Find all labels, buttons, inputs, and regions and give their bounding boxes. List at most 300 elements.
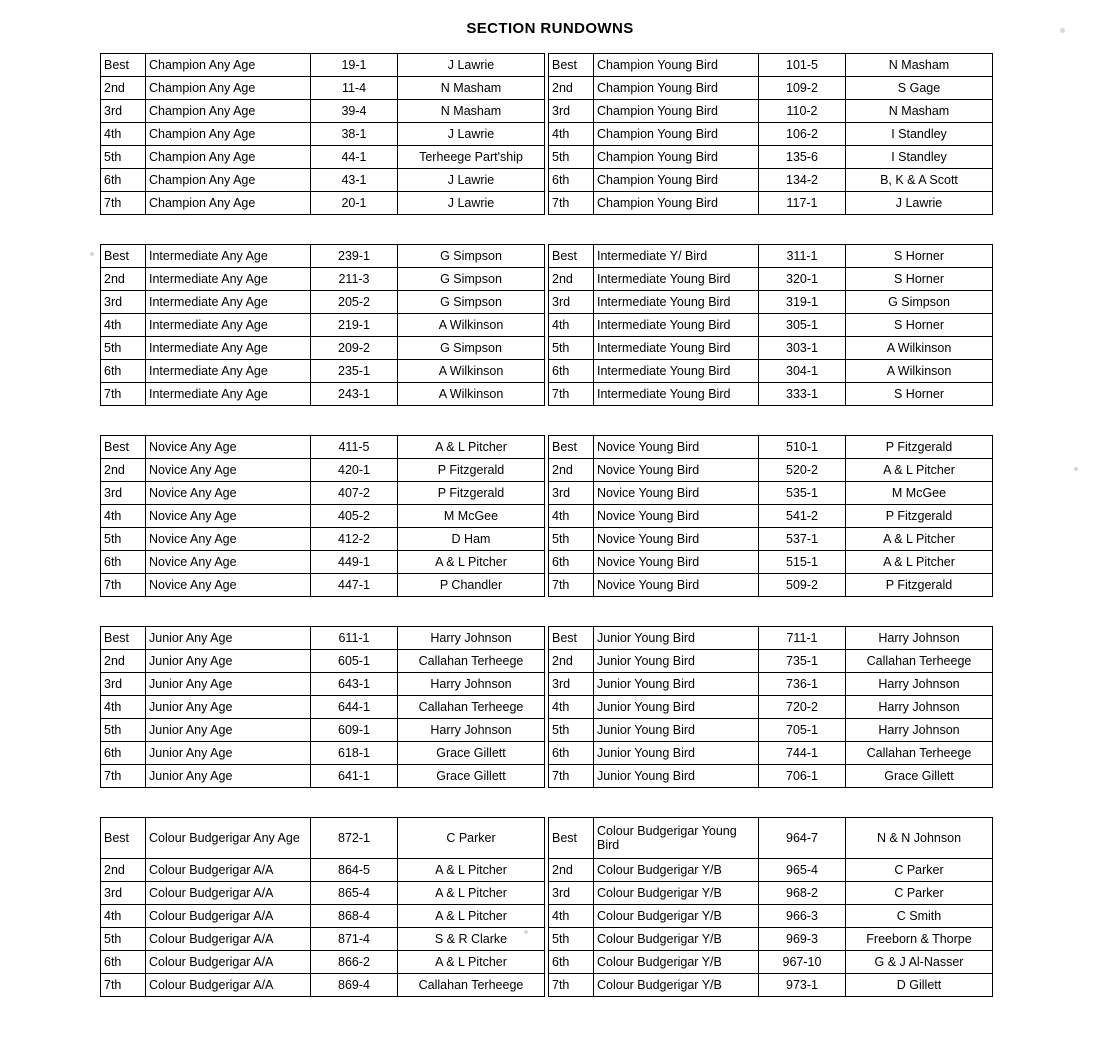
cell-class: Colour Budgerigar Y/B: [594, 951, 759, 974]
cell-class: Champion Any Age: [146, 146, 311, 169]
cell-class: Champion Any Age: [146, 169, 311, 192]
cell-ring-number: 964-7: [759, 818, 846, 859]
table-row: [101, 268, 545, 291]
cell-place: 7th: [101, 765, 146, 788]
scan-speck: [524, 930, 528, 934]
cell-ring-number: 520-2: [759, 459, 846, 482]
cell-owner: M McGee: [846, 482, 993, 505]
cell-place: 4th: [101, 696, 146, 719]
cell-class: Colour Budgerigar Young Bird: [594, 818, 759, 859]
cell-place: 2nd: [549, 459, 594, 482]
cell-place: 7th: [549, 574, 594, 597]
table-row: [549, 928, 993, 951]
cell-class: Champion Young Bird: [594, 54, 759, 77]
table-row: [101, 859, 545, 882]
cell-class: Novice Young Bird: [594, 436, 759, 459]
cell-place: 2nd: [549, 77, 594, 100]
table-row: [101, 192, 545, 215]
cell-place: 5th: [101, 528, 146, 551]
cell-place: 4th: [101, 123, 146, 146]
cell-ring-number: 711-1: [759, 627, 846, 650]
table-row: [549, 482, 993, 505]
cell-class: Colour Budgerigar A/A: [146, 859, 311, 882]
table-row: [101, 291, 545, 314]
cell-place: 2nd: [101, 268, 146, 291]
cell-owner: G & J Al-Nasser: [846, 951, 993, 974]
table-row: [101, 337, 545, 360]
table-row: [549, 505, 993, 528]
table-row: [549, 123, 993, 146]
scan-speck: [90, 252, 94, 256]
cell-class: Colour Budgerigar Y/B: [594, 928, 759, 951]
page-title: SECTION RUNDOWNS: [466, 20, 634, 37]
cell-class: Novice Any Age: [146, 436, 311, 459]
cell-owner: J Lawrie: [846, 192, 993, 215]
cell-class: Champion Young Bird: [594, 77, 759, 100]
cell-place: 3rd: [101, 291, 146, 314]
rundown-grid: [0, 53, 1100, 997]
cell-ring-number: 535-1: [759, 482, 846, 505]
cell-ring-number: 871-4: [311, 928, 398, 951]
table-row: [101, 650, 545, 673]
cell-class: Novice Any Age: [146, 528, 311, 551]
cell-place: 6th: [101, 742, 146, 765]
table-row: [549, 551, 993, 574]
cell-owner: Harry Johnson: [846, 719, 993, 742]
cell-class: Junior Young Bird: [594, 696, 759, 719]
cell-ring-number: 101-5: [759, 54, 846, 77]
rundown-table: [548, 626, 993, 788]
cell-place: 3rd: [101, 882, 146, 905]
cell-owner: A & L Pitcher: [398, 551, 545, 574]
table-row: [549, 291, 993, 314]
cell-owner: S & R Clarke: [398, 928, 545, 951]
cell-owner: I Standley: [846, 123, 993, 146]
cell-ring-number: 20-1: [311, 192, 398, 215]
scan-speck: [1074, 467, 1078, 471]
table-row: [549, 337, 993, 360]
cell-ring-number: 510-1: [759, 436, 846, 459]
cell-class: Junior Any Age: [146, 673, 311, 696]
cell-owner: P Fitzgerald: [398, 459, 545, 482]
cell-ring-number: 205-2: [311, 291, 398, 314]
cell-owner: G Simpson: [846, 291, 993, 314]
cell-owner: Terheege Part'ship: [398, 146, 545, 169]
rundown-table: [100, 53, 545, 215]
cell-place: Best: [101, 436, 146, 459]
cell-place: 7th: [549, 974, 594, 997]
cell-place: 3rd: [549, 882, 594, 905]
cell-ring-number: 235-1: [311, 360, 398, 383]
cell-place: 4th: [549, 314, 594, 337]
cell-owner: Callahan Terheege: [846, 650, 993, 673]
cell-place: 7th: [549, 383, 594, 406]
table-row: [101, 742, 545, 765]
cell-place: Best: [549, 627, 594, 650]
cell-place: 5th: [101, 146, 146, 169]
cell-class: Colour Budgerigar Y/B: [594, 974, 759, 997]
cell-place: 5th: [101, 928, 146, 951]
cell-place: 7th: [101, 974, 146, 997]
cell-ring-number: 869-4: [311, 974, 398, 997]
cell-owner: B, K & A Scott: [846, 169, 993, 192]
cell-place: 5th: [101, 719, 146, 742]
cell-owner: Harry Johnson: [846, 696, 993, 719]
cell-ring-number: 643-1: [311, 673, 398, 696]
cell-ring-number: 319-1: [759, 291, 846, 314]
cell-class: Intermediate Young Bird: [594, 360, 759, 383]
cell-class: Novice Any Age: [146, 482, 311, 505]
cell-class: Colour Budgerigar A/A: [146, 928, 311, 951]
cell-owner: A & L Pitcher: [398, 436, 545, 459]
cell-class: Novice Young Bird: [594, 551, 759, 574]
cell-place: 4th: [549, 905, 594, 928]
cell-owner: A & L Pitcher: [846, 551, 993, 574]
cell-class: Colour Budgerigar A/A: [146, 974, 311, 997]
section-pair: [0, 817, 1100, 997]
rundown-table: [548, 817, 993, 997]
cell-place: 5th: [549, 528, 594, 551]
table-row: [101, 169, 545, 192]
cell-owner: S Horner: [846, 314, 993, 337]
cell-place: Best: [101, 818, 146, 859]
cell-class: Champion Any Age: [146, 77, 311, 100]
cell-ring-number: 609-1: [311, 719, 398, 742]
table-row: [549, 882, 993, 905]
cell-ring-number: 868-4: [311, 905, 398, 928]
table-row: [101, 673, 545, 696]
cell-ring-number: 109-2: [759, 77, 846, 100]
cell-owner: A Wilkinson: [398, 383, 545, 406]
cell-class: Junior Young Bird: [594, 765, 759, 788]
cell-ring-number: 117-1: [759, 192, 846, 215]
table-row: [101, 574, 545, 597]
cell-class: Intermediate Any Age: [146, 337, 311, 360]
cell-place: 3rd: [549, 482, 594, 505]
cell-owner: D Gillett: [846, 974, 993, 997]
cell-place: 5th: [101, 337, 146, 360]
cell-place: 6th: [549, 742, 594, 765]
table-row: [101, 528, 545, 551]
table-row: [549, 627, 993, 650]
table-row: [101, 765, 545, 788]
cell-class: Novice Any Age: [146, 551, 311, 574]
cell-owner: J Lawrie: [398, 192, 545, 215]
table-row: [549, 245, 993, 268]
cell-ring-number: 19-1: [311, 54, 398, 77]
cell-place: Best: [549, 436, 594, 459]
cell-class: Junior Young Bird: [594, 673, 759, 696]
table-row: [549, 360, 993, 383]
cell-class: Intermediate Y/ Bird: [594, 245, 759, 268]
cell-ring-number: 644-1: [311, 696, 398, 719]
table-row: [101, 77, 545, 100]
table-row: [549, 528, 993, 551]
cell-class: Champion Any Age: [146, 54, 311, 77]
rundown-table: [100, 626, 545, 788]
cell-ring-number: 412-2: [311, 528, 398, 551]
cell-ring-number: 968-2: [759, 882, 846, 905]
cell-owner: J Lawrie: [398, 123, 545, 146]
table-row: [549, 268, 993, 291]
cell-place: 5th: [549, 719, 594, 742]
cell-owner: Harry Johnson: [398, 627, 545, 650]
cell-ring-number: 967-10: [759, 951, 846, 974]
cell-place: Best: [101, 245, 146, 268]
cell-owner: A & L Pitcher: [846, 528, 993, 551]
cell-place: 7th: [101, 383, 146, 406]
cell-owner: Harry Johnson: [398, 673, 545, 696]
cell-owner: G Simpson: [398, 337, 545, 360]
cell-ring-number: 641-1: [311, 765, 398, 788]
cell-place: 2nd: [101, 859, 146, 882]
table-row: [549, 436, 993, 459]
cell-class: Junior Young Bird: [594, 742, 759, 765]
rundown-table-left: [100, 435, 518, 597]
cell-place: 2nd: [549, 859, 594, 882]
cell-class: Junior Any Age: [146, 719, 311, 742]
cell-ring-number: 720-2: [759, 696, 846, 719]
section-pair: [0, 626, 1100, 788]
cell-place: 6th: [101, 551, 146, 574]
cell-place: 3rd: [101, 673, 146, 696]
cell-class: Intermediate Any Age: [146, 314, 311, 337]
cell-place: 2nd: [101, 459, 146, 482]
cell-class: Junior Any Age: [146, 742, 311, 765]
cell-class: Colour Budgerigar A/A: [146, 905, 311, 928]
rundown-table: [100, 817, 545, 997]
cell-place: 4th: [101, 905, 146, 928]
rundown-table: [548, 53, 993, 215]
cell-ring-number: 736-1: [759, 673, 846, 696]
table-row: [101, 974, 545, 997]
cell-owner: N Masham: [846, 100, 993, 123]
cell-owner: N Masham: [398, 100, 545, 123]
table-row: [549, 383, 993, 406]
cell-place: Best: [549, 54, 594, 77]
table-row: [101, 627, 545, 650]
cell-owner: D Ham: [398, 528, 545, 551]
cell-class: Novice Young Bird: [594, 574, 759, 597]
table-row: [549, 696, 993, 719]
table-row: [549, 719, 993, 742]
table-row: [101, 818, 545, 859]
cell-ring-number: 605-1: [311, 650, 398, 673]
cell-class: Champion Young Bird: [594, 100, 759, 123]
table-row: [549, 765, 993, 788]
cell-owner: Callahan Terheege: [398, 696, 545, 719]
cell-place: 6th: [549, 551, 594, 574]
table-row: [101, 123, 545, 146]
cell-owner: Harry Johnson: [846, 673, 993, 696]
table-row: [101, 436, 545, 459]
cell-owner: P Fitzgerald: [398, 482, 545, 505]
cell-class: Champion Any Age: [146, 192, 311, 215]
cell-owner: G Simpson: [398, 268, 545, 291]
cell-ring-number: 44-1: [311, 146, 398, 169]
cell-ring-number: 304-1: [759, 360, 846, 383]
cell-place: 5th: [549, 928, 594, 951]
cell-class: Colour Budgerigar Y/B: [594, 882, 759, 905]
cell-ring-number: 705-1: [759, 719, 846, 742]
cell-class: Intermediate Young Bird: [594, 337, 759, 360]
cell-place: 4th: [549, 696, 594, 719]
table-row: [101, 314, 545, 337]
cell-class: Novice Young Bird: [594, 459, 759, 482]
cell-class: Colour Budgerigar Any Age: [146, 818, 311, 859]
table-row: [549, 574, 993, 597]
cell-ring-number: 969-3: [759, 928, 846, 951]
cell-ring-number: 865-4: [311, 882, 398, 905]
cell-class: Intermediate Young Bird: [594, 383, 759, 406]
table-row: [549, 192, 993, 215]
cell-class: Junior Any Age: [146, 696, 311, 719]
cell-owner: A & L Pitcher: [398, 882, 545, 905]
table-row: [549, 951, 993, 974]
rundown-table-left: [100, 244, 518, 406]
cell-ring-number: 864-5: [311, 859, 398, 882]
cell-place: 6th: [101, 169, 146, 192]
cell-class: Intermediate Any Age: [146, 291, 311, 314]
cell-owner: S Horner: [846, 268, 993, 291]
cell-owner: G Simpson: [398, 291, 545, 314]
cell-class: Intermediate Any Age: [146, 360, 311, 383]
cell-class: Champion Young Bird: [594, 192, 759, 215]
cell-ring-number: 106-2: [759, 123, 846, 146]
table-row: [549, 77, 993, 100]
table-row: [101, 459, 545, 482]
cell-class: Intermediate Young Bird: [594, 314, 759, 337]
table-row: [549, 859, 993, 882]
cell-place: Best: [101, 627, 146, 650]
cell-ring-number: 420-1: [311, 459, 398, 482]
table-row: [549, 650, 993, 673]
cell-class: Champion Young Bird: [594, 169, 759, 192]
cell-ring-number: 515-1: [759, 551, 846, 574]
rundown-table: [100, 244, 545, 406]
cell-owner: C Parker: [846, 859, 993, 882]
cell-class: Intermediate Any Age: [146, 383, 311, 406]
rundown-table-right: [548, 435, 966, 597]
cell-ring-number: 965-4: [759, 859, 846, 882]
cell-place: 3rd: [549, 673, 594, 696]
cell-place: 2nd: [101, 77, 146, 100]
cell-ring-number: 239-1: [311, 245, 398, 268]
cell-class: Champion Young Bird: [594, 123, 759, 146]
rundown-table: [548, 244, 993, 406]
table-row: [101, 882, 545, 905]
table-row: [549, 905, 993, 928]
cell-owner: N Masham: [846, 54, 993, 77]
cell-ring-number: 134-2: [759, 169, 846, 192]
scan-speck: [1060, 28, 1065, 33]
cell-owner: J Lawrie: [398, 54, 545, 77]
table-row: [101, 928, 545, 951]
cell-place: 3rd: [101, 482, 146, 505]
rundown-table: [548, 435, 993, 597]
cell-owner: A Wilkinson: [846, 360, 993, 383]
cell-place: 6th: [549, 951, 594, 974]
table-row: [101, 245, 545, 268]
cell-owner: S Gage: [846, 77, 993, 100]
cell-owner: Grace Gillett: [846, 765, 993, 788]
cell-ring-number: 405-2: [311, 505, 398, 528]
cell-owner: A & L Pitcher: [398, 905, 545, 928]
cell-owner: Freeborn & Thorpe: [846, 928, 993, 951]
cell-class: Junior Young Bird: [594, 650, 759, 673]
cell-class: Junior Any Age: [146, 650, 311, 673]
cell-class: Novice Young Bird: [594, 505, 759, 528]
cell-place: 5th: [549, 146, 594, 169]
cell-ring-number: 541-2: [759, 505, 846, 528]
rundown-table-right: [548, 244, 966, 406]
cell-place: Best: [549, 818, 594, 859]
cell-class: Junior Any Age: [146, 765, 311, 788]
cell-ring-number: 305-1: [759, 314, 846, 337]
cell-owner: A Wilkinson: [846, 337, 993, 360]
cell-class: Intermediate Any Age: [146, 268, 311, 291]
cell-class: Colour Budgerigar Y/B: [594, 905, 759, 928]
table-row: [101, 146, 545, 169]
table-row: [101, 905, 545, 928]
cell-ring-number: 618-1: [311, 742, 398, 765]
section-pair: [0, 53, 1100, 215]
cell-owner: A Wilkinson: [398, 314, 545, 337]
cell-class: Champion Young Bird: [594, 146, 759, 169]
cell-owner: A & L Pitcher: [398, 951, 545, 974]
cell-owner: Harry Johnson: [846, 627, 993, 650]
cell-class: Colour Budgerigar A/A: [146, 951, 311, 974]
section-pair: [0, 435, 1100, 597]
table-row: [101, 505, 545, 528]
table-row: [101, 383, 545, 406]
cell-owner: N Masham: [398, 77, 545, 100]
cell-owner: I Standley: [846, 146, 993, 169]
cell-class: Intermediate Any Age: [146, 245, 311, 268]
table-row: [549, 314, 993, 337]
cell-ring-number: 411-5: [311, 436, 398, 459]
cell-place: 3rd: [549, 100, 594, 123]
cell-class: Colour Budgerigar A/A: [146, 882, 311, 905]
cell-ring-number: 211-3: [311, 268, 398, 291]
cell-owner: Callahan Terheege: [846, 742, 993, 765]
section-pair: [0, 244, 1100, 406]
cell-place: 2nd: [549, 268, 594, 291]
cell-owner: M McGee: [398, 505, 545, 528]
cell-place: 6th: [549, 360, 594, 383]
cell-class: Novice Any Age: [146, 459, 311, 482]
cell-ring-number: 303-1: [759, 337, 846, 360]
cell-place: 4th: [101, 314, 146, 337]
cell-ring-number: 110-2: [759, 100, 846, 123]
cell-class: Champion Any Age: [146, 123, 311, 146]
cell-owner: Harry Johnson: [398, 719, 545, 742]
table-row: [549, 54, 993, 77]
rundown-table-right: [548, 817, 972, 997]
cell-ring-number: 243-1: [311, 383, 398, 406]
cell-ring-number: 706-1: [759, 765, 846, 788]
cell-class: Novice Any Age: [146, 574, 311, 597]
cell-place: Best: [549, 245, 594, 268]
cell-owner: P Fitzgerald: [846, 505, 993, 528]
rundown-table: [100, 435, 545, 597]
cell-owner: Grace Gillett: [398, 742, 545, 765]
table-row: [101, 482, 545, 505]
cell-ring-number: 611-1: [311, 627, 398, 650]
cell-class: Novice Any Age: [146, 505, 311, 528]
cell-ring-number: 537-1: [759, 528, 846, 551]
table-row: [549, 100, 993, 123]
